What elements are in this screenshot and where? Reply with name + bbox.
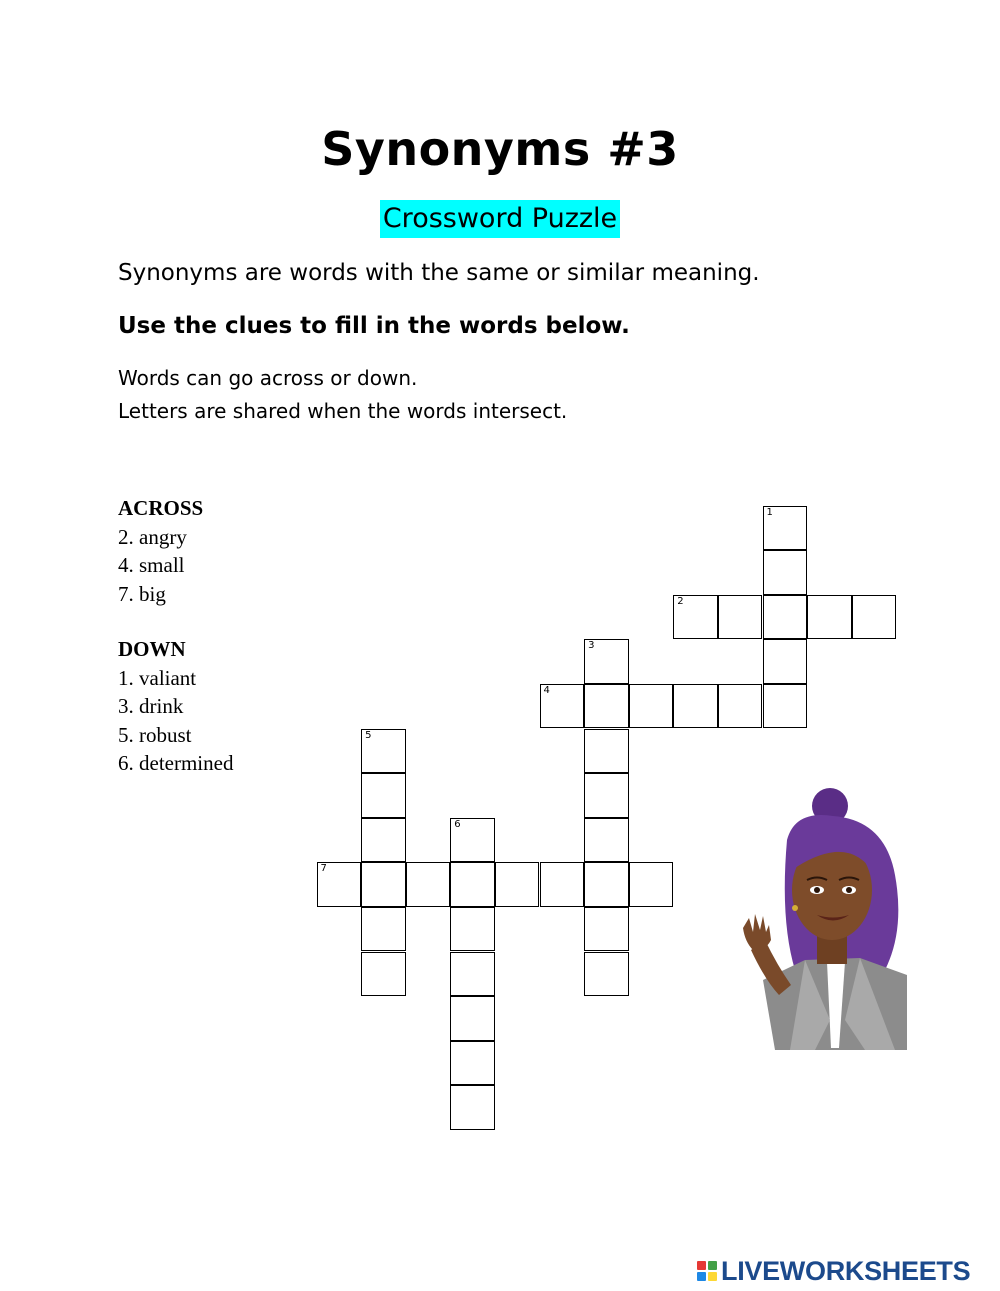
crossword-cell[interactable] — [763, 639, 808, 684]
clue-down-6: 6. determined — [118, 751, 234, 775]
crossword-cell[interactable] — [361, 773, 406, 818]
note-line-1: Words can go across or down. — [118, 366, 418, 390]
crossword-cell[interactable] — [361, 729, 406, 774]
crossword-cell[interactable] — [673, 595, 718, 640]
crossword-cell[interactable] — [317, 862, 362, 907]
crossword-cell[interactable] — [450, 862, 495, 907]
clue-number: 3 — [588, 640, 595, 652]
crossword-cell[interactable] — [763, 684, 808, 729]
logo-text: LIVEWORKSHEETS — [721, 1255, 971, 1286]
crossword-cell[interactable] — [584, 684, 629, 729]
subtitle: Crossword Puzzle — [380, 200, 620, 238]
down-heading: DOWN — [118, 637, 186, 661]
crossword-cell[interactable] — [361, 818, 406, 863]
crossword-cell[interactable] — [584, 862, 629, 907]
crossword-cell[interactable] — [718, 595, 763, 640]
intro-text: Synonyms are words with the same or similar meaning. — [118, 260, 760, 286]
crossword-cell[interactable] — [629, 684, 674, 729]
clue-number: 5 — [365, 729, 372, 741]
clue-number: 1 — [766, 506, 773, 518]
crossword-cell[interactable] — [495, 862, 540, 907]
crossword-cell[interactable] — [763, 506, 808, 551]
crossword-cell[interactable] — [584, 818, 629, 863]
crossword-cell[interactable] — [450, 1041, 495, 1086]
clue-across-7: 7. big — [118, 581, 166, 606]
crossword-cell[interactable] — [584, 729, 629, 774]
crossword-cell[interactable] — [852, 595, 897, 640]
crossword-cell[interactable] — [629, 862, 674, 907]
crossword-cell[interactable] — [361, 862, 406, 907]
crossword-cell[interactable] — [450, 952, 495, 997]
clue-number: 4 — [543, 684, 550, 696]
clue-down-5: 5. robust — [118, 722, 192, 747]
clue-number: 7 — [320, 863, 327, 875]
crossword-cell[interactable] — [673, 684, 718, 729]
crossword-cell[interactable] — [718, 684, 763, 729]
crossword-cell[interactable] — [361, 952, 406, 997]
crossword-cell[interactable] — [584, 773, 629, 818]
crossword-cell[interactable] — [763, 550, 808, 595]
clue-number: 6 — [454, 818, 461, 830]
crossword-cell[interactable] — [450, 818, 495, 863]
across-heading: ACROSS — [118, 496, 204, 520]
clue-across-2: 2. angry — [118, 524, 187, 549]
crossword-cell[interactable] — [540, 684, 585, 729]
crossword-cell[interactable] — [406, 862, 451, 907]
note-line-2: Letters are shared when the words intersect. — [118, 399, 568, 423]
crossword-cell[interactable] — [584, 952, 629, 997]
liveworksheets-logo-icon — [697, 1261, 717, 1281]
liveworksheets-logo — [697, 1255, 970, 1287]
crossword-cell[interactable] — [584, 907, 629, 952]
crossword-cell[interactable] — [450, 996, 495, 1041]
clue-across-4: 4. small — [118, 553, 185, 577]
clue-down-1: 1. valiant — [118, 665, 197, 690]
crossword-cell[interactable] — [450, 907, 495, 952]
clue-down-3: 3. drink — [118, 694, 184, 718]
page-title: Synonyms #3 — [321, 122, 679, 176]
crossword-cell[interactable] — [807, 595, 852, 640]
crossword-cell[interactable] — [450, 1085, 495, 1130]
clue-number: 2 — [677, 595, 684, 607]
crossword-cell[interactable] — [763, 595, 808, 640]
crossword-cell[interactable] — [361, 907, 406, 952]
waving-girl-avatar-icon — [735, 780, 907, 1050]
crossword-cell[interactable] — [540, 862, 585, 907]
instruction-text: Use the clues to fill in the words below. — [118, 313, 630, 339]
crossword-cell[interactable] — [584, 639, 629, 684]
